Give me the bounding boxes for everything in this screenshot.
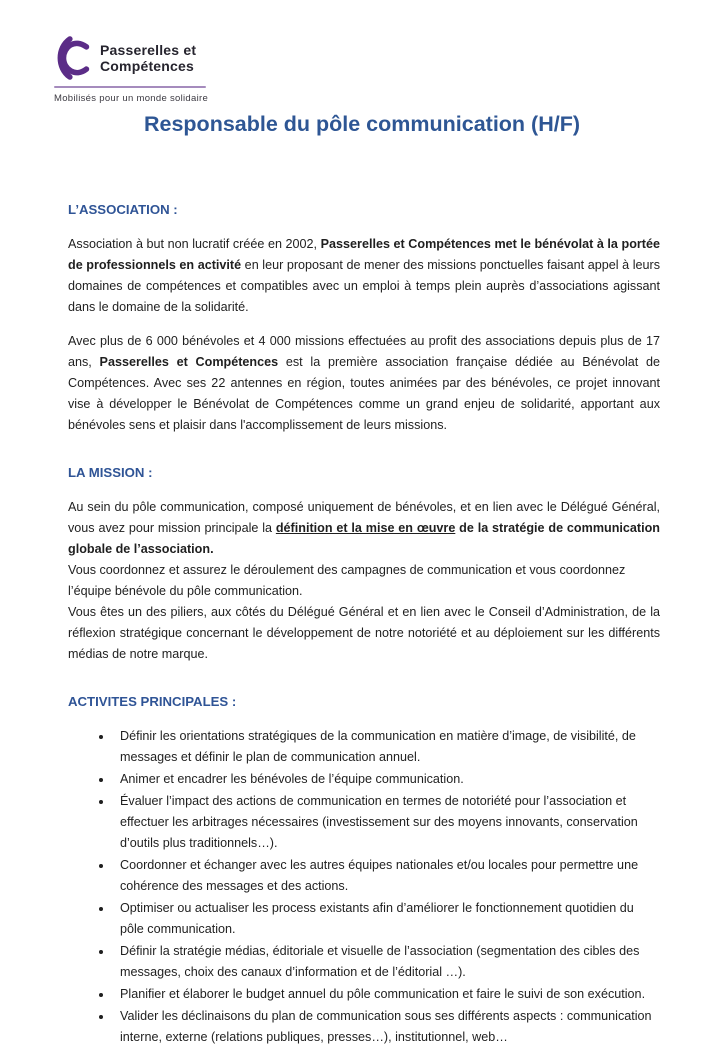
brand-name — [100, 42, 196, 74]
brand-name-line2: Compétences — [100, 58, 195, 74]
mission-paragraph-1 — [68, 497, 660, 560]
bullet-item: • Valider les déclinaisons du plan de communication sous ses différents aspects : communication interne, externe (relations publiques, presses…), institutionnel, web… — [113, 1006, 660, 1048]
association-paragraph-1 — [68, 234, 660, 318]
text-segment: Passerelles et Compétences — [99, 355, 279, 369]
brand-name-line1: Passerelles et — [100, 42, 197, 58]
page-title: Responsable du pôle communication (H/F) — [143, 112, 580, 136]
bullet-item: • Optimiser ou actualiser les process existants afin d’améliorer le fonctionnement quotidien du pôle communication. — [113, 898, 660, 940]
bullet-item: • Coordonner et échanger avec les autres équipes nationales et/ou locales pour permettre une cohérence des messages et des actions. — [113, 855, 660, 897]
activities-section — [68, 691, 660, 1048]
brand-tagline: Mobilisés pour un monde solidaire — [54, 93, 209, 104]
bullet-item: • Définir les orientations stratégiques de la communication en matière d’image, de visibilité, de messages et définir le plan de communication annuel. — [113, 726, 660, 768]
document-body — [0, 137, 724, 1048]
bullet-item: • Planifier et élaborer le budget annuel du pôle communication et faire le suivi de son exécution. — [113, 984, 660, 1005]
activities-heading: ACTIVITES PRINCIPALES : — [68, 694, 237, 709]
passerelles-logo-icon — [54, 36, 92, 80]
association-heading: L’ASSOCIATION : — [68, 202, 178, 217]
text-segment: est la première association française dédiée au Bénévolat de Compétences. Avec ses 22 antennes en région, toutes animées par des bénévoles, ce projet innovant vise à développer le Bénévolat de Compétences comme un grand enjeu de solidarité, apportant aux bénévoles sens et plaisir dans l'accomplissement de leurs missions. — [68, 355, 661, 432]
text-segment: de la stratégie de communication globale de l’association. — [68, 521, 660, 556]
text-segment: définition et la mise en œuvre — [275, 521, 456, 535]
logo — [54, 36, 234, 104]
text-segment: Avec plus de 6 000 bénévoles et 4 000 missions effectuées au profit des associations depuis plus de 17 ans, — [68, 334, 660, 369]
bullet-item: • Définir la stratégie médias, éditoriale et visuelle de l’association (segmentation des cibles des messages, choix des canaux d’information et de l’éditorial …). — [113, 941, 660, 983]
mission-paragraph-3: Vous êtes un des piliers, aux côtés du Délégué Général et en lien avec le Conseil d’Administration, de la réflexion stratégique concernant le développement de notre notoriété et au déploiement sur les différents médias de notre marque. — [68, 605, 660, 661]
bullet-item: • Évaluer l’impact des actions de communication en termes de notoriété pour l’association et effectuer les arbitrages nécessaires (investissement sur des moyens innovants, conservation d’outils plus traditionnels…). — [113, 791, 660, 854]
logo-divider — [54, 86, 206, 88]
logo-row — [54, 36, 234, 80]
mission-heading: LA MISSION : — [68, 465, 153, 480]
activities-bullet-list — [68, 726, 660, 1048]
mission-section — [68, 462, 660, 665]
mission-paragraph-2: Vous coordonnez et assurez le déroulement des campagnes de communication et vous coordonnez l’équipe bénévole du pôle communication. — [68, 563, 626, 598]
bullet-item: • Animer et encadrer les bénévoles de l’équipe communication. — [113, 769, 660, 790]
text-segment: en leur proposant de mener des missions ponctuelles faisant appel à leurs domaines de compétences et compatibles avec un emploi à temps plein auprès d’associations agissant dans le domaine de la solidarité. — [68, 258, 660, 314]
association-section — [68, 199, 660, 436]
text-segment: Association à but non lucratif créée en 2002, — [68, 237, 321, 251]
text-segment: Passerelles et Compétences met le bénévolat à la portée de professionnels en activité — [68, 237, 660, 272]
text-segment: Au sein du pôle communication, composé uniquement de bénévoles, et en lien avec le Délégué Général, vous avez pour mission principale la — [68, 500, 660, 535]
association-paragraph-2 — [68, 331, 660, 436]
